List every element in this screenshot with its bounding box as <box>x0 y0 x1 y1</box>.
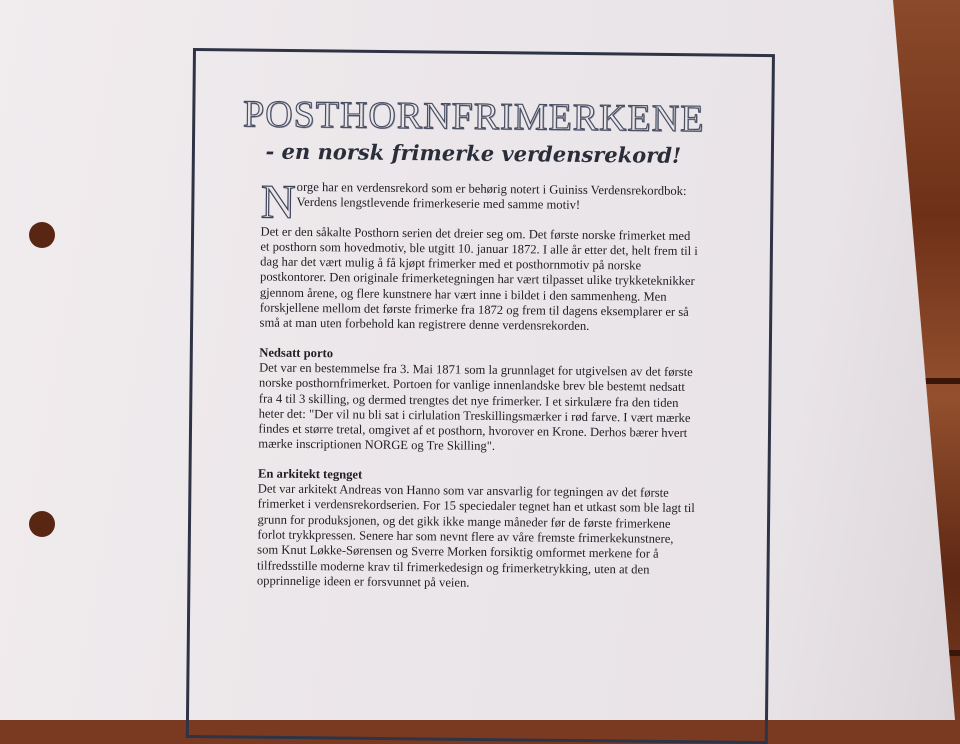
dropcap-letter: N <box>260 175 296 229</box>
intro-paragraph <box>260 175 701 229</box>
section-heading: En arkitekt tegnget <box>257 466 363 482</box>
page-subtitle: - en norsk frimerke verdensrekord! <box>265 138 682 168</box>
binder-hole-bottom <box>29 511 55 537</box>
article-body <box>256 175 701 593</box>
section-arkitekt <box>257 466 698 593</box>
page-title: POSTHORNFRIMERKENE <box>242 93 705 141</box>
section-text: Det var arkitekt Andreas von Hanno som var ansvarlig for tegningen av det første frimerket i verdensrekordserien. For 15 speciedaler tegnet han et utkast som ble lagt til grunn for produksjonen, og det gikk ikke mange måneder før de første frimerkene forlot trykkpressen. Senere har som nevnt flere av våre fremste frimerkekunstnere, som Knut Løkke-Sørensen og Sverre Morken forsiktig omformet merkene for å tilfredsstille moderne krav til frimerkedesign og frimerketrykking, uten at den opprinnelige ideen er forsvunnet på veien. <box>256 481 695 590</box>
paragraph-posthorn-series: Det er den såkalte Posthorn serien det dreier seg om. Det første norske frimerket med et posthorn som hovedmotiv, ble utgitt 10. januar 1872. I alle år etter det, helt frem til i dag har det vært mulig å få kjøpt frimerker med et posthornmotiv på norske postkontorer. Den originale frimerketegningen har vært tilpasset ulike trykketeknikker gjennom årene, og flere kunstnere har vært inne i bildet i den sammenheng. Men forskjellene mellom det første frimerke fra 1872 og frem til dagens eksemplarer er så små at man uten forbehold kan registrere denne verdensrekorden. <box>259 224 698 334</box>
article-content <box>209 92 734 608</box>
section-heading: Nedsatt porto <box>259 345 334 360</box>
intro-text: orge har en verdensrekord som er behørig notert i Guiniss Verdensrekordbok: Verdens lengstlevende frimerkeserie med samme motiv! <box>296 179 687 213</box>
binder-hole-top <box>29 222 55 248</box>
section-text: Det var en bestemmelse fra 3. Mai 1871 som la grunnlaget for utgivelsen av det første norske posthornfrimerket. Portoen for vanlige innenlandske brev ble bestemt nedsatt fra 4 til 3 skilling, og dermed trengtes det nye frimerker. I et sirkulære fra den tiden heter det: "Der vil nu bli sat i cirlulation Treskillingsmærker i rød farve. I vært mærke findes et større tretal, omgivet af et posthorn, hvorover en Krone. Derhos bærer hvert mærke inscriptionen NORGE og Tre Skilling". <box>258 360 693 454</box>
section-nedsatt-porto <box>258 345 699 457</box>
